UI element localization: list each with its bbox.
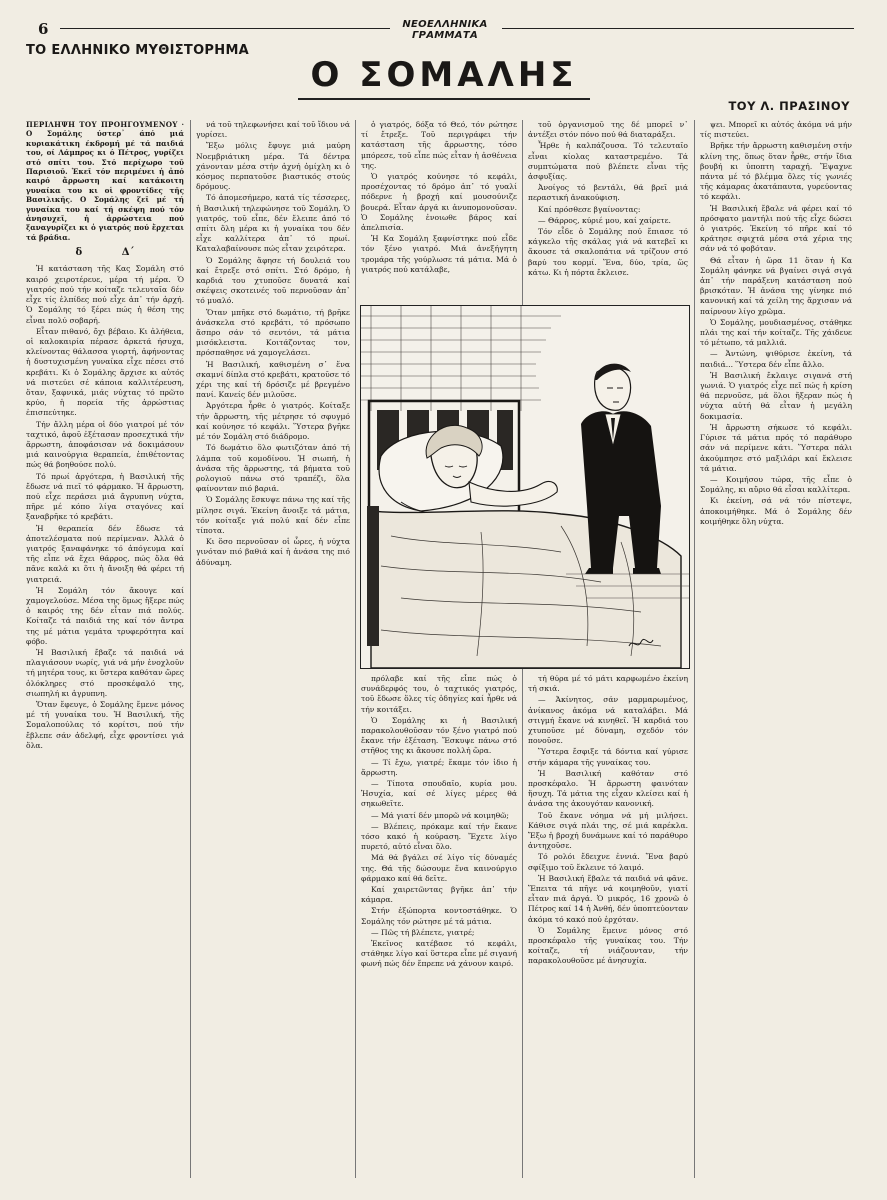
paragraph: Καί πρόσθεσε βγαίνοντας: <box>538 204 641 214</box>
page-number: 6 <box>38 20 49 38</box>
paragraph: — Ἀκίνητος, σάν μαρμαρωμένος, ἀνίκανος ἀκόμα νά καταλάβει. Μά στιγμή ἔκανε νά κινηθεῖ. Ἡ καρδιά του χτυποῦσε μέ δύναμη, σχεδόν τόν πονοῦσε. <box>528 695 688 746</box>
paragraph: Ἡ Βασιλική ἔβαζε τά παιδιά νά πλαγιάσουν νωρίς, γιά νά μήν ἐνοχλοῦν τή μητέρα τους, κι ὕστερα καθόταν ὥρες ὁλόκληρες στό προσκέφαλό της, σιωπηλή κι ἀγρυπνη. <box>26 648 184 698</box>
paragraph: Τό ἀπομεσήμερο, κατά τίς τέσσερες, ἡ Βασιλική τηλεφώνησε τοῦ Σομάλη. Ὁ γιατρός, τοῦ εἶπε, δέν ἔλειπε ἀπό τό σπίτι ὅλη μέρα κι ἡ γυναίκα του δέν εἶχε καλλίτερα ἀπ᾿ τό πρωί. Καταλαβαίνουσε πώς εἶταν χειρότερα. <box>196 193 350 254</box>
story-title: Ο ΣΟΜΑΛΗΣ <box>310 55 578 95</box>
masthead: ΝΕΟΕΛΛΗΝΙΚΑ ΓΡΑΜΜΑΤΑ <box>402 19 488 41</box>
paragraph: Θά εἶταν ἡ ὥρα 11 ὅταν ἡ Κα Σομάλη φάνηκε νά βγαίνει σιγά σιγά ἀπ᾿ τήν παράξενη κατάσταση πού βρισκόταν. Ἡ ἀνάσα της γίνηκε πιό κανονική καί τά χείλη της ἄρχισαν νά παίρνουν λίγο χρῶμα. <box>700 255 852 316</box>
chapter-ornament: δ <box>75 247 83 259</box>
paragraph: Ἡ Κα Σομάλη ξαφνίστηκε πού εἶδε τόν ξένο γιατρό. Μιά ἀνεξήγητη τρομάρα τῆς γούρλωσε τά μάτια. Μά ὁ γιατρός πού κατάλαβε, <box>361 234 517 274</box>
paragraph: Κι ἐκείνη, σά νά τόν πίστεψε, ἀποκοιμήθηκε. Μά ὁ Σομάλης δέν κοιμήθηκε ὅλη νύχτα. <box>700 496 852 526</box>
paragraph: Ἡ Βασιλική, καθισμένη σ᾿ ἕνα σκαμνί δίπλα στό κρεβάτι, κρατοῦσε τό χέρι της καί τή δρόσιζε μέ βρεγμένο πανί. Κανείς δέν μιλοῦσε. <box>196 359 350 400</box>
text-column-3-top <box>361 120 517 298</box>
paragraph: Ὕστερα ἔσφιξε τά δόντια καί γύρισε στήν κάμαρα τῆς γυναίκας του. <box>528 747 688 767</box>
paragraph: Ἡ κατάσταση τῆς Κας Σομάλη στό καιρό χειροτέρευε, μέρα τή μέρα. Ὁ γιατρός πού τήν κοίταζε τελευταῖα δέν εἶχε τίς ἐλπίδες πού εἶχε ἀπ᾿ τήν ἀρχή. Ὁ Σομάλης τό ξέρει πώς ἡ θέση της εἶναι πολύ σοβαρή. <box>26 264 184 325</box>
paragraph: Τήν ἄλλη μέρα οἱ δύο γιατροί μέ τόν ταχτικό, ἀφοῦ ἐξέτασαν προσεχτικά τήν ἄρρωστη, ἀποφάσισαν νά δοκιμάσουν μιά καινούργια θεραπεία, ἐπιθέτοντας πώς θά βοηθούσε πολύ. <box>26 419 184 470</box>
paragraph: — Μά γιατί δέν μπορῶ νά κοιμηθῶ; <box>371 810 509 820</box>
paragraph: ὁ γιατρός, δόξα τό Θεό, τόν ρώτησε τί ἔτρεξε. Τοῦ περιγράφει τήν κατάσταση τῆς ἄρρωστης, τόσο μπόρεσε, τοῦ εἶπε πώς εἶταν ἡ ἀσθένεια της. <box>361 120 517 170</box>
previous-summary: ΠΕΡΙΛΗΨΗ ΤΟΥ ΠΡΟΗΓΟΥΜΕΝΟΥ · Ο Σομάλης ύστερ᾿ άπό μιά κυριακάτικη έκδρομή μέ τά παιδιά του, οί Λάμπρος κι ό Πέτρος, γυρίζει στό σπίτι του. Στό περίχωρο τοῦ Παρισιοῦ. Ἐκεῖ τόν περιμένει ἡ ἀπό καιρό ἄρρωστη καί κατάκοιτη γυναίκα του κι οἱ φροντίδες τῆς Βασιλικῆς. Ο Σομάλης ζεῖ μέ τή γυναίκα του καί τή σκέψη πού τόν ἀνησυχεῖ, ἡ ἀρρώστεια πού ξαναγυρίζει κι ὁ γιατρός πού ἔρχεται τά βράδια. <box>26 120 184 242</box>
header-rule-left <box>60 28 390 29</box>
paragraph: Ἡ Βασιλική ἔβαλε νά φέρει καί τό πρόσφατο μαντήλι πού τῆς εἶχε δώσει ὁ γιατρός. Ἐκείνη τό πῆρε καί τό κράτησε σφιχτά μέσα στά χέρια της σάν νά τό φοβόταν. <box>700 203 852 254</box>
bedside-scene-drawing <box>361 306 689 668</box>
paragraph: Ἀνοίγος τό βεντάλι, θά βρεῖ μιά περαστική ἀνακούφιση. <box>528 183 688 203</box>
paragraph: Ἡ Βασιλική καθόταν στό προσκέφαλο. Ἡ ἄρρωστη φαινόταν ἥσυχη. Τά μάτια της εἶχαν κλείσει καί ἡ ἀνάσα της ἀκουγόταν κανονική. <box>528 768 688 809</box>
paragraph: Ὁ Σομάλης ἄφησε τή δουλειά του καί ἔτρεξε στό σπίτι. Στό δρόμο, ἡ καρδιά του χτυποῦσε δυνατά καί σκέψεις σκοτεινές τοῦ περνοῦσαν ἀπ᾿ τό μυαλό. <box>196 255 350 306</box>
paragraph: τοῦ ὀργανισμοῦ της δέ μπορεῖ ν᾿ ἀντέξει στόν πόνο πού θά διαταράξει. <box>528 120 688 140</box>
paragraph: Ὁ Σομάλης ἔσκυψε πάνω της καί τῆς μίλησε σιγά. Ἐκείνη ἄνοιξε τά μάτια, τόν κοίταξε γιά πολύ καί δέν εἶπε τίποτα. <box>196 495 350 535</box>
paragraph: νά τοῦ τηλεφωνήσει καί τοῦ ἴδιου νά γυρίσει. <box>196 120 350 140</box>
text-column-3-bottom <box>361 674 517 1178</box>
bed-post <box>367 506 379 646</box>
paragraph: Ἀργότερα ἦρθε ὁ γιατρός. Κοίταξε τήν ἄρρωστη, τῆς μέτρησε τό σφυγμό καί κούνησε τό κεφάλι. Ὕστερα βγῆκε μέ τόν Σομάλη στό διάδρομο. <box>196 401 350 442</box>
paragraph: Ἡ ἄρρωστη σήκωσε τό κεφάλι. Γύρισε τά μάτια πρός τό παράθυρο σάν νά περίμενε κάτι. Ὕστερα πάλι ἀκούμπησε στό μαξιλάρι καί ἔκλεισε τά μάτια. <box>700 422 852 473</box>
paragraph: — Κοιμήσου τώρα, τῆς εἶπε ὁ Σομάλης, κι αὔριο θά εἶσαι καλλίτερα. <box>700 474 852 495</box>
text-column-5 <box>700 120 852 1178</box>
paragraph: πρόλαβε καί τῆς εἶπε πώς ὁ συνάδερφός του, ὁ ταχτικός γιατρός, τοῦ ἔδωσε ὅλες τίς ὁδηγίες καί ἦρθε νά τήν κοιτάξει. <box>361 674 517 714</box>
paragraph: τή θύρα μέ τό μάτι καρφωμένο ἐκείνη τή σκιά. <box>528 674 688 694</box>
paragraph: — Ἀντώνη, ψιθύρισε ἐκείνη, τά παιδιά... Ὕστερα δέν εἶπε ἄλλο. <box>700 349 852 369</box>
wall-hatching <box>361 306 561 411</box>
story-illustration <box>360 305 690 669</box>
paragraph: Ὁ Σομάλης, μουδιασμένος, στάθηκε πλάι της καί τήν κοίταζε. Τῆς χάιδευε τό μέτωπο, τά μαλλιά. <box>700 317 852 348</box>
paragraph: ψει. Μπορεῖ κι αὐτός ἀκόμα νά μήν τίς πιστεύει. <box>700 120 852 140</box>
paragraph: Τό ρολόι ἔδειχνε ἐννιά. Ἕνα βαρύ σφίξιμο τοῦ ἔκλεινε τό λαιμό. <box>528 852 688 872</box>
paragraph: Βρῆκε τήν ἄρρωστη καθισμένη στήν κλίνη της, ὅπως ὅταν ἦρθε, στήν ἴδια βουβή κι ὑποπτη ταραχή. Ἔψαχνε πάντα μέ τό βλέμμα ὅλες τίς γωνιές τῆς κάμαρας ἀκατάπαυτα, γυρεύοντας τό κεφάλι. <box>700 141 852 202</box>
paragraph: Ἡ Βασιλική ἔβαλε τά παιδιά νά φᾶνε. Ἕπειτα τά πῆγε νά κοιμηθοῦν, γιατί εἶταν πιά ἀργά. Ὁ μικρός, 16 χρονῶ ὁ Πέτρος καί 14 ἡ Ἀνθή, δέν ὑποπτεύονταν ἀκόμα τό κακό πού ἐρχόταν. <box>528 873 688 924</box>
paragraph: Τόν εἶδε ὁ Σομάλης πού ἔπιασε τό κάγκελο τῆς σκάλας γιά νά κατεβεῖ κι ἄκουσε τά σκαλοπάτια νά τρίζουν στό βαρύ του κορμί. Ἕνα, δύο, τρία, ὥς κάτω. Κι ἡ πόρτα ἔκλεισε. <box>528 227 688 277</box>
paragraph: Ὁ Σομάλης ἔμεινε μόνος στό προσκέφαλο τῆς γυναίκας του. Τήν κοίταζε, τή νιάζουνταν, τήν παρακολουθοῦσε μέ ἀνησυχία. <box>528 925 688 966</box>
column-divider <box>355 120 356 1178</box>
summary-text: Ο Σομάλης ύστερ᾿ άπό μιά κυριακάτικη έκδρομή μέ τά παιδιά του, οί Λάμπρος κι ό Πέτρος, γυρίζει στό σπίτι του. Στό περίχωρο τοῦ Παρισιοῦ. Ἐκεῖ τόν περιμένει ἡ ἀπό καιρό ἄρρωστη καί κατάκοιτη γυναίκα του κι οἱ φροντίδες τῆς Βασιλικῆς. Ο Σομάλης ζεῖ μέ τή γυναίκα του καί τή σκέψη πού τόν ἀνησυχεῖ, ἡ ἀρρώστεια πού ξαναγυρίζει κι ὁ γιατρός πού ἔρχεται τά βράδια. <box>26 129 184 242</box>
paragraph: Ὅταν μπῆκε στό δωμάτιο, τή βρῆκε ἀνάσκελα στό κρεβάτι, τό πρόσωπο ἄσπρο σάν τό σεντόνι, τά μάτια μισόκλειστα. Κοιτάζοντας τον, πρόσπαθησε νά χαμογελάσει. <box>196 307 350 358</box>
column-divider <box>190 120 191 1178</box>
text-column-1 <box>26 120 184 1178</box>
paragraph: Καί χαιρετῶντας βγῆκε ἀπ᾿ τήν κάμαρα. <box>361 885 517 905</box>
text-column-2 <box>196 120 350 1178</box>
text-column-4-bottom <box>528 674 688 1178</box>
paragraph: — Θάρρος, κύριέ μου, καί χαίρετε. <box>538 215 671 225</box>
paragraph: — Τί ἔχω, γιατρέ; ἔκαμε τόν ἰδιο ἡ ἄρρωστη. <box>361 757 517 777</box>
paragraph: Ἡ Βασιλική ἔκλαιγε σιγανά στή γωνιά. Ὁ γιατρός εἶχε πεῖ πώς ἡ κρίση θά περνοῦσε, μά ὅλοι ἤξεραν πώς ἡ νύχτα αὐτή θά εἶταν ἡ μεγάλη δοκιμασία. <box>700 370 852 421</box>
paragraph: Ὁ γιατρός κούνησε τό κεφάλι, προσέχοντας τό δρόμο ἀπ᾿ τό γυαλί πόδερνε ἡ βροχή καί μουσούνιζε βουερά. Εἶταν ἀργά κι ἀνυπομονοῦσαν. Ὁ Σομάλης ἐνοιωθε βάρος καί ἀπελπισία. <box>361 172 517 233</box>
chapter-number: Δ΄ <box>121 247 135 259</box>
paragraph: Ἡ Σομάλη τόν ἄκουγε καί χαμογελούσε. Μέσα της ὅμως ἤξερε πώς ὁ καιρός της δέν εἶταν πιά πολύς. Κοίταζε τά παιδιά της καί τόν ἄντρα της μέ μάτια γεμάτα τρυφερότητα καί φόβο. <box>26 585 184 646</box>
title-underline <box>298 98 590 100</box>
paragraph: Ἔξω μόλις ἔφυγε μιά μαύρη Νοεμβριάτικη μέρα. Τά δέντρα χάνονταν μέσα στήν ἀχνή ὁμίχλη κι ὁ κόσμος περπατοῦσε βιαστικός στούς δρόμους. <box>196 141 350 192</box>
paragraph: Κι ὅσο περνοῦσαν οἱ ὧρες, ἡ νύχτα γινόταν πιό βαθιά καί ἡ ἀνάσα της πιό ἀδύναμη. <box>196 537 350 567</box>
paragraph: Ἐκεῖνος κατέβασε τό κεφάλι, στάθηκε λίγο καί ὕστερα εἶπε μέ σιγανή φωνή πώς δέν ἔπρεπε νά χάνουν καιρό. <box>361 939 517 969</box>
paragraph: Ὁ Σομάλης κι ἡ Βασιλική παρακολουθοῦσαν τόν ξένο γιατρό πού ἔκανε τήν ἐξέταση. Ἔσκυψε πάνω στό στῆθος της κι ἄκουσε πολλή ὥρα. <box>361 715 517 756</box>
paragraph: Τό δωμάτιο ὅλο φωτιζόταν ἀπό τή λάμπα τοῦ κομοδίνου. Ἡ σιωπή, ἡ ἀνάσα τῆς ἄρρωστης, τά βήματα τοῦ ρολογιοῦ πάνω στό τραπέζι, ὅλα φαίνονταν πιό βαριά. <box>196 443 350 494</box>
summary-label: ΠΕΡΙΛΗΨΗ ΤΟΥ ΠΡΟΗΓΟΥΜΕΝΟΥ <box>26 120 178 129</box>
paragraph: Τό πρωί ἀργότερα, ἡ Βασιλική τῆς ἔδωσε νά πιεῖ τό φάρμακο. Ἡ ἄρρωστη, πού εἶχε περάσει μιά ἄγρυπνη νύχτα, πῆρε μέ κόπο λίγα σταγόνες καί ξαναβρῆκε τό κρεβάτι. <box>26 471 184 522</box>
header-rule-right <box>502 28 854 29</box>
text-column-4-top <box>528 120 688 298</box>
chapter-heading <box>26 248 184 258</box>
paragraph: Μά θά βγάλει σέ λίγο τίς δύναμές της. Θά τῆς δώσουμε ἕνα καινούργιο φάρμακο καί θά δεῖτε. <box>361 853 517 883</box>
column-divider <box>694 120 695 1178</box>
paragraph: — Τίποτα σπουδαῖο, κυρία μου. Ἡσυχία, καί σέ λίγες μέρες θά σηκωθεῖτε. <box>361 779 517 809</box>
paragraph: Ἡ θεραπεία δέν ἔδωσε τά ἀποτελέσματα πού περίμεναν. Ἀλλά ὁ γιατρός ξαναφάνηκε τό ἀπόγευμα καί τῆς εἶπε νά ἔχει θάρρος, πώς ὅλα θά πᾶνε καλά κι ὅτι ἡ ἄνοιξη θά φέρει τή γιατρειά. <box>26 523 184 584</box>
paragraph: Ἦρθε ἡ καλπάζουσα. Τό τελευταῖο εἶναι κίολας καταστρεμένο. Τά συμπτώματα πού βλέπετε εἶναι τῆς ἀσφυξίας. <box>528 141 688 182</box>
section-label: ΤΟ ΕΛΛΗΝΙΚΟ ΜΥΘΙΣΤΟΡΗΜΑ <box>26 43 250 58</box>
paragraph: Ὅταν ἔφευγε, ὁ Σομάλης ἔμενε μόνος μέ τή γυναίκα του. Ἡ Βασιλική, τῆς Σομαλοπούλας τό κορίτσι, πού τήν ἔβλεπε σάν ἀδελφή, εἶχε φροντίσει γιά ὅλα. <box>26 700 184 750</box>
paragraph: Τοῦ ἔκανε νόημα νά μή μιλήσει. Κάθισε σιγά πλάι της, σέ μιά καρέκλα. Ἔξω ἡ βροχή δυνάμωνε καί τό παράθυρο ἀντηχοῦσε. <box>528 810 688 851</box>
paragraph: Εἶταν πιθανό, ὄχι βέβαιο. Κι ἀλήθεια, οἱ καλοκαιρία πέρασε ἀρκετά ήσυχα, κλείνοντας θάλασσα γιορτή, ἀφήνοντας ἡ δυστυχισμένη γυναίκα εἶχε πέσει στό κρεβάτι. Κι ὁ Σομάλης ἄρχισε κι αὐτός νά πιστεύει σέ κάποια καλλιτέρευση, ὅταν, ξαφνικά, μιάς νύχτας τό πρῶτο κρύο, ἡ πορεία τῆς ἀρρώστιας ἐπισπεύτηκε. <box>26 326 184 418</box>
paragraph: — Βλέπεις, πρόκαμε καί τήν ἔκανε τόσο κακό ἡ κούραση. Ἔχετε λίγο πυρετό, αὐτό εἶναι ὅλο. <box>361 821 517 852</box>
paragraph: Στήν ἐξώπορτα κοντοστάθηκε. Ὁ Σομάλης τόν ρώτησε μέ τά μάτια. <box>361 906 517 926</box>
paragraph: — Πῶς τή βλέπετε, γιατρέ; <box>371 927 475 937</box>
author-byline: ΤΟΥ Λ. ΠΡΑΣΙΝΟΥ <box>728 99 850 113</box>
